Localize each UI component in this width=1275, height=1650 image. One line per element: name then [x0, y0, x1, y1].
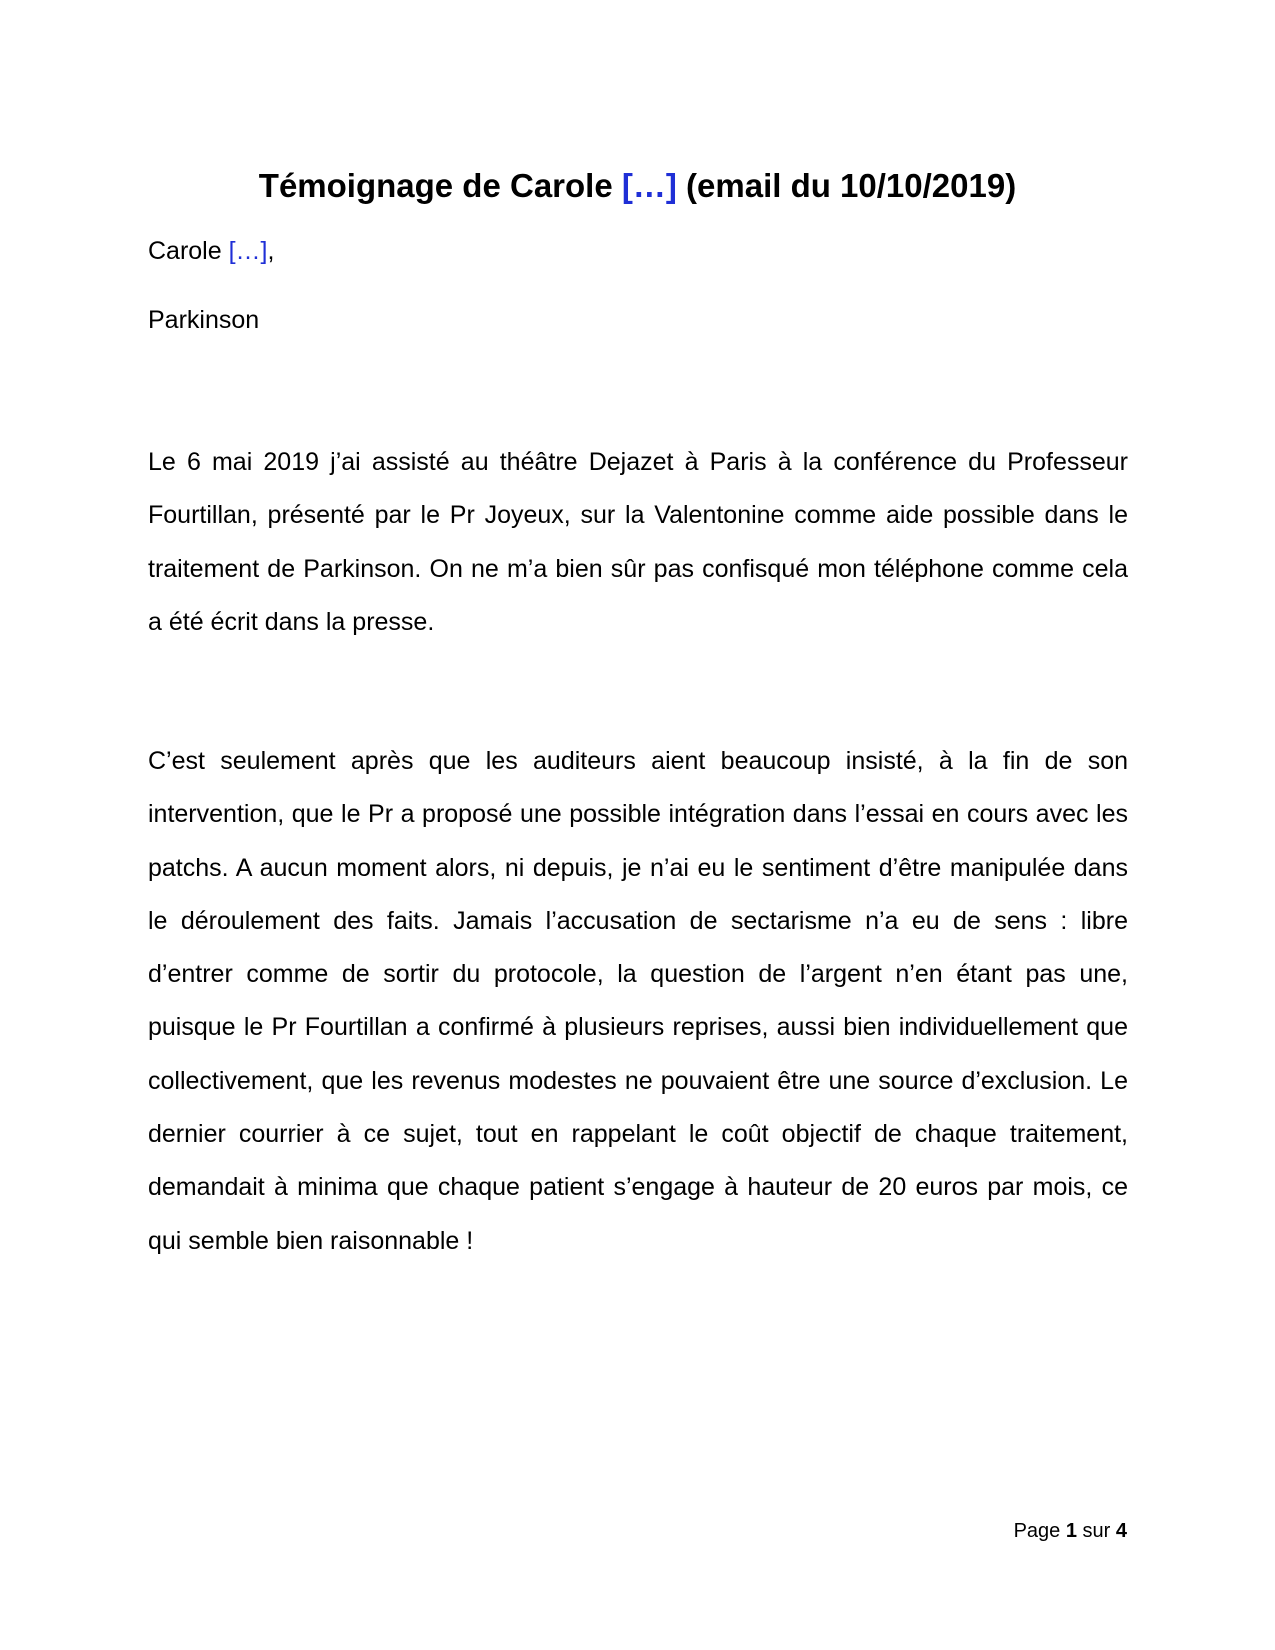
page-number-footer — [1014, 1518, 1127, 1544]
page-word: Page — [1013, 1520, 1066, 1542]
topic-line: Parkinson — [148, 306, 260, 334]
total-page-count: 4 — [1115, 1520, 1127, 1542]
current-page-number: 1 — [1065, 1520, 1077, 1542]
title-text: Témoignage de Carole — [258, 167, 622, 205]
page-of-word: sur — [1076, 1520, 1116, 1542]
document-title — [0, 164, 1275, 208]
title-email-date: (email du 10/10/2019) — [676, 167, 1017, 205]
author-line — [148, 234, 1128, 268]
author-punctuation: , — [267, 237, 275, 265]
testimony-paragraph-2: C’est seulement après que les auditeurs aient beaucoup insisté, à la fin de son intervention, que le Pr a proposé une possible intégration dans l’essai en cours avec les patchs. A aucun moment alors, ni depuis, je n’ai eu le sentiment d’être manipulée dans le déroulement des faits. Jamais l’accusation de sectarisme n’a eu de sens : libre d’entrer comme de sortir du protocole, la question de l’argent n’en étant pas une, puisque le Pr Fourtillan a confirmé à plusieurs reprises, aussi bien individuellement que collectivement, que les revenus modestes ne pouvaient être une source d’exclusion. Le dernier courrier à ce sujet, tout en rappelant le coût objectif de chaque traitement, demandait à minima que chaque patient s’engage à hauteur de 20 euros par mois, ce qui semble bien raisonnable ! — [148, 747, 1128, 1255]
testimony-paragraph-1: Le 6 mai 2019 j’ai assisté au théâtre Dejazet à Paris à la conférence du Professeur Fourtillan, présenté par le Pr Joyeux, sur la Valentonine comme aide possible dans le traitement de Parkinson. On ne m’a bien sûr pas confisqué mon téléphone comme cela a été écrit dans la presse. — [148, 448, 1128, 636]
title-redaction: […] — [621, 167, 677, 205]
author-redaction: […] — [228, 237, 268, 265]
author-name: Carole — [148, 237, 229, 265]
